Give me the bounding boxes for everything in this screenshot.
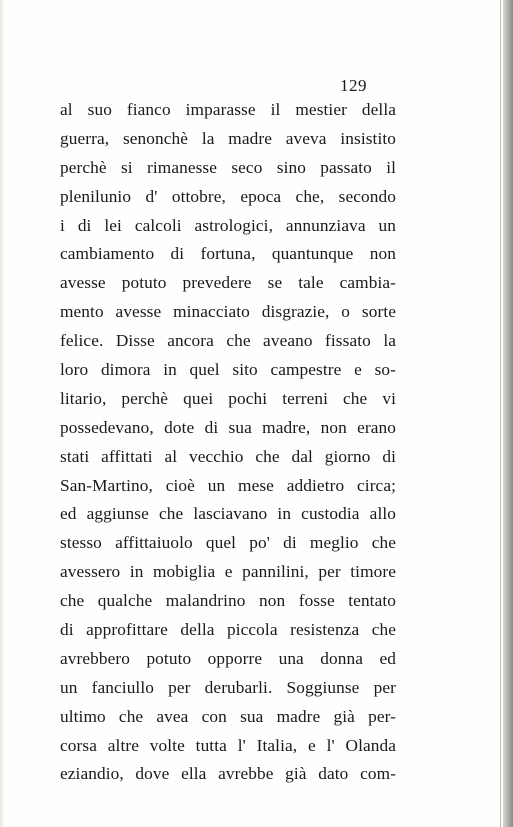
page-right-edge xyxy=(503,0,513,827)
text-line: corsa altre volte tutta l' Italia, e l' Olanda xyxy=(60,735,396,755)
text-line: felice. Disse ancora che aveano fissato la xyxy=(60,331,396,351)
text-line: perchè si rimanesse seco sino passato il xyxy=(60,157,396,177)
text-line: avrebbero potuto opporre una donna ed xyxy=(60,648,396,668)
text-line: avessero in mobiglia e pannilini, per timore xyxy=(60,562,396,582)
text-line: ultimo che avea con sua madre già per- xyxy=(60,706,396,726)
page-number: 129 xyxy=(340,76,367,95)
text-line: guerra, senonchè la madre aveva insistito xyxy=(60,128,396,148)
text-line: possedevano, dote di sua madre, non erano xyxy=(60,417,396,437)
page-edge-line xyxy=(500,0,501,827)
text-line: un fanciullo per derubarli. Soggiunse per xyxy=(60,677,396,697)
text-line: San-Martino, cioè un mese addietro circa; xyxy=(60,475,396,495)
text-line: stesso affittaiuolo quel po' di meglio che xyxy=(60,533,396,553)
text-line: al suo fianco imparasse il mestier della xyxy=(60,100,396,119)
body-text xyxy=(60,96,396,789)
text-line: ed aggiunse che lasciavano in custodia allo xyxy=(60,504,396,524)
text-line: eziandio, dove ella avrebbe già dato com- xyxy=(60,764,396,784)
page-left-shadow xyxy=(0,0,5,827)
text-line: cambiamento di fortuna, quantunque non xyxy=(60,244,396,264)
text-line: che qualche malandrino non fosse tentato xyxy=(60,591,396,611)
text-line: i di lei calcoli astrologici, annunziava un xyxy=(60,215,396,235)
text-line: avesse potuto prevedere se tale cambia- xyxy=(60,273,396,293)
text-line: plenilunio d' ottobre, epoca che, secondo xyxy=(60,186,396,206)
text-line: loro dimora in quel sito campestre e so- xyxy=(60,360,396,380)
text-line: di approfittare della piccola resistenza che xyxy=(60,620,396,640)
text-line: stati affittati al vecchio che dal giorno di xyxy=(60,446,396,466)
text-line: litario, perchè quei pochi terreni che vi xyxy=(60,388,396,408)
text-line: mento avesse minacciato disgrazie, o sorte xyxy=(60,302,396,322)
